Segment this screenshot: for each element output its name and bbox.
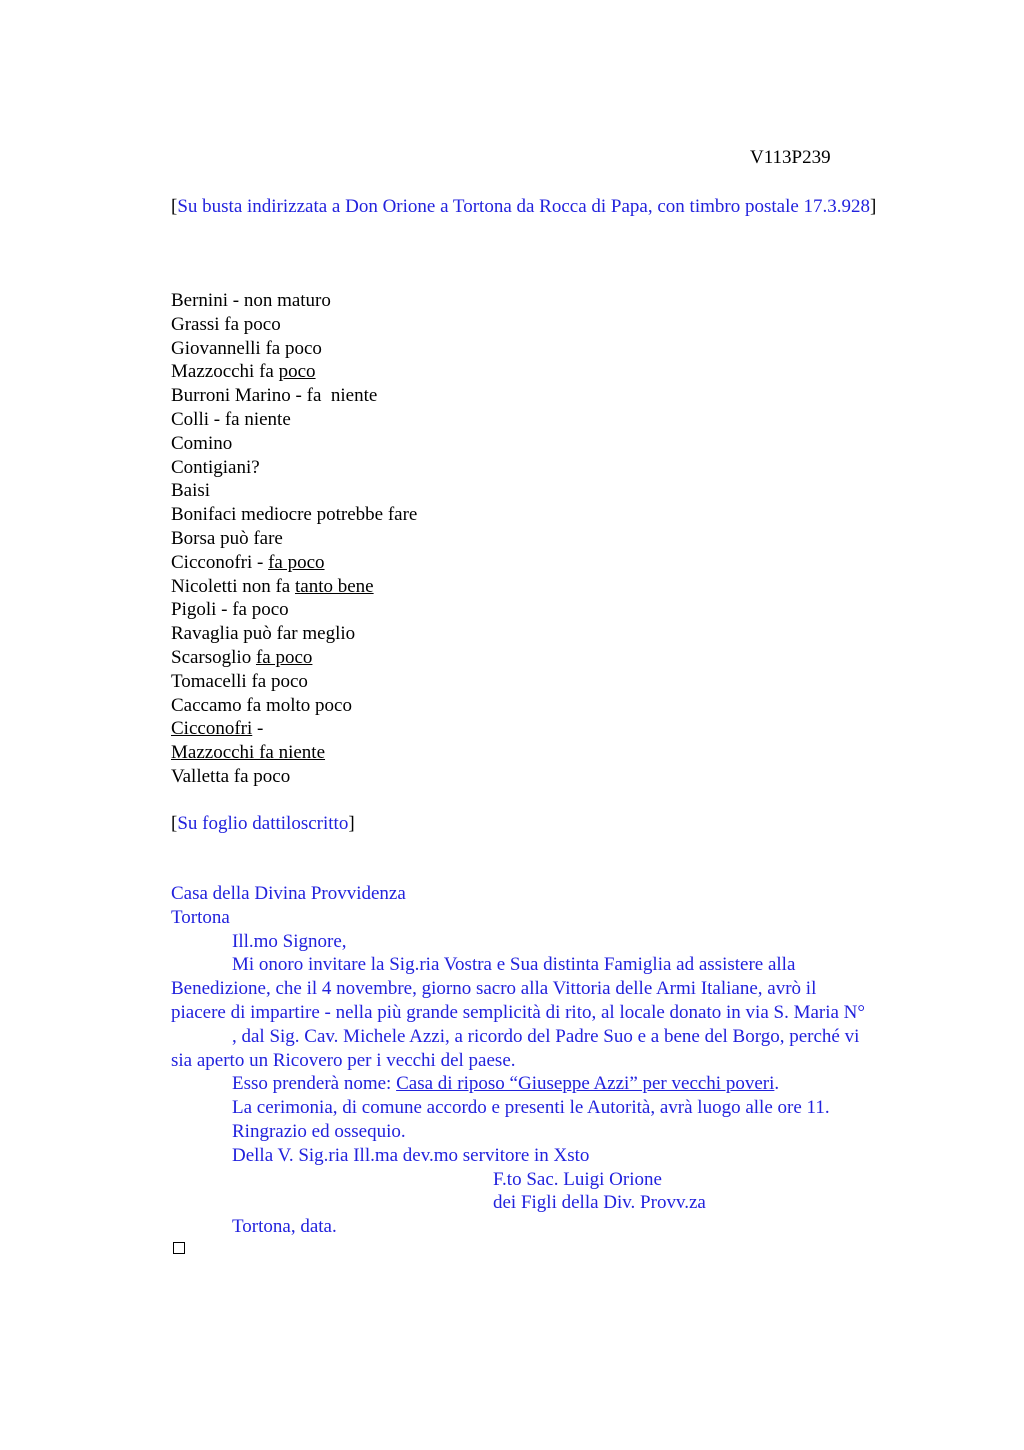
envelope-note: [171, 195, 891, 219]
list-item: Comino: [171, 432, 233, 454]
list-item: Pigoli - fa poco: [171, 599, 289, 621]
letter-signature: F.to Sac. Luigi Orione: [493, 1168, 662, 1190]
letter-paragraph-line: Mi onoro invitare la Sig.ria Vostra e Sua distinta Famiglia ad assistere alla: [232, 954, 796, 976]
letter-thanks: Ringrazio ed ossequio.: [232, 1120, 406, 1142]
letter-home-name: Esso prenderà nome: Casa di riposo “Giuseppe Azzi” per vecchi poveri.: [232, 1073, 780, 1095]
letter-ceremony: La cerimonia, di comune accordo e presenti le Autorità, avrà luogo alle ore 11.: [232, 1097, 830, 1119]
list-item: Borsa può fare: [171, 527, 283, 549]
envelope-note-text: Su busta indirizzata a Don Orione a Tortona da Rocca di Papa, con timbro postale 17.3.928: [177, 196, 871, 217]
list-item: Ravaglia può far meglio: [171, 623, 356, 645]
list-item: Tomacelli fa poco: [171, 670, 308, 692]
list-item: Mazzocchi fa poco: [171, 361, 316, 383]
bracket-close: ]: [870, 196, 877, 217]
typed-sheet-note-text: Su foglio dattiloscritto: [177, 813, 349, 834]
bracket-close: ]: [348, 813, 355, 834]
typed-sheet-note: [171, 812, 891, 836]
list-item: Grassi fa poco: [171, 313, 281, 335]
letter-closing: Della V. Sig.ria Ill.ma dev.mo servitore in Xsto: [232, 1144, 590, 1166]
list-item: Cicconofri -: [171, 718, 264, 740]
list-item: Scarsoglio fa poco: [171, 646, 313, 668]
checkbox-square-icon: [173, 1242, 185, 1254]
list-item: Cicconofri - fa poco: [171, 551, 325, 573]
list-item: Mazzocchi fa niente: [171, 742, 326, 764]
letter-city: Tortona: [171, 906, 230, 928]
bracket-open: [: [171, 813, 178, 834]
list-item: Bonifaci mediocre potrebbe fare: [171, 504, 418, 526]
letter-paragraph-line: , dal Sig. Cav. Michele Azzi, a ricordo del Padre Suo e a bene del Borgo, perché vi: [232, 1025, 860, 1047]
list-item: Nicoletti non fa tanto bene: [171, 575, 374, 597]
evaluation-list: [171, 289, 671, 789]
home-name-underlined: Casa di riposo “Giuseppe Azzi” per vecchi poveri: [396, 1073, 775, 1095]
list-item: Bernini - non maturo: [171, 290, 331, 311]
letter-place-date: Tortona, data.: [232, 1216, 337, 1238]
list-item: Contigiani?: [171, 456, 260, 478]
reference-code: V113P239: [750, 147, 831, 168]
list-item: Colli - fa niente: [171, 408, 291, 430]
invitation-letter: [171, 882, 931, 1239]
list-item: Burroni Marino - fa niente: [171, 385, 378, 407]
letter-institution: Casa della Divina Provvidenza: [171, 883, 406, 904]
list-item: Baisi: [171, 480, 211, 502]
list-item: Caccamo fa molto poco: [171, 694, 352, 716]
letter-paragraph-line: Benedizione, che il 4 novembre, giorno sacro alla Vittoria delle Armi Italiane, avrò il: [171, 978, 817, 1000]
bracket-open: [: [171, 196, 178, 217]
list-item: Valletta fa poco: [171, 765, 291, 787]
list-item: Giovannelli fa poco: [171, 337, 322, 359]
letter-paragraph-line: piacere di impartire - nella più grande semplicità di rito, al locale donato in via S. Maria N°: [171, 1001, 866, 1023]
letter-signature-title: dei Figli della Div. Provv.za: [493, 1192, 706, 1214]
letter-salutation: Ill.mo Signore,: [232, 930, 347, 952]
letter-paragraph-line: sia aperto un Ricovero per i vecchi del paese.: [171, 1049, 516, 1071]
